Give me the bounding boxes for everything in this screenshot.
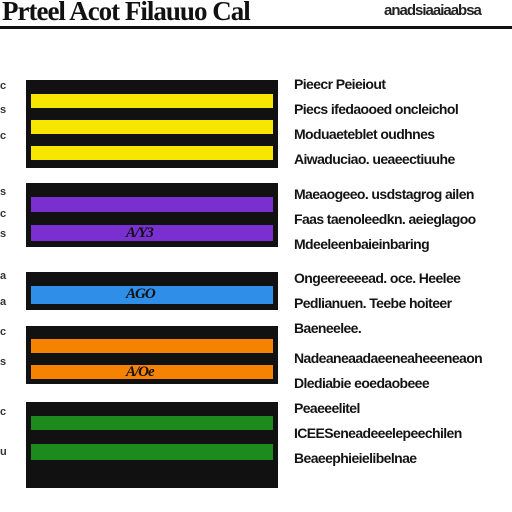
description-line: Nadeaneaadaeeneaheeeneaon	[294, 350, 483, 366]
description-line: Pieecr Peieiout	[294, 76, 386, 92]
band-stripe	[31, 444, 273, 460]
description-line: Maeaogeeo. usdstagrog ailen	[294, 186, 474, 202]
band-description-purple	[294, 182, 510, 257]
description-line: Ongeereeeead. oce. Heelee	[294, 270, 461, 286]
band-stripe	[31, 197, 273, 212]
edge-mark: u	[0, 446, 7, 458]
band-description-blue	[294, 266, 510, 341]
description-line: Moduaeteblet oudhnes	[294, 126, 435, 142]
edge-mark: s	[0, 104, 7, 116]
band-stripe	[31, 416, 273, 430]
band-stripe	[31, 120, 273, 134]
edge-mark: a	[0, 270, 7, 282]
edge-mark: s	[0, 186, 7, 198]
edge-mark: c	[0, 406, 7, 418]
color-band-green	[26, 402, 278, 488]
header-right-text: anadsiaaiaabsa	[384, 2, 481, 19]
description-line: Peaeeelitel	[294, 400, 360, 416]
description-line: ICEESeneadeeelepeechilen	[294, 425, 462, 441]
edge-mark: c	[0, 208, 7, 220]
band-stripe	[31, 146, 273, 160]
band-mark: A/Y3	[126, 225, 153, 241]
band-mark: AGO	[126, 286, 155, 302]
description-line: Mdeeleenbaieinbaring	[294, 236, 430, 252]
description-line: Dlediabie eoedaobeee	[294, 375, 430, 391]
description-line: Faas taenoleedkn. aeieglagoo	[294, 211, 476, 227]
band-description-green	[294, 396, 510, 471]
page-title: Prteel Acot Filauuo Cal	[2, 0, 250, 26]
page-header	[0, 0, 512, 29]
edge-mark: s	[0, 228, 7, 240]
edge-mark: s	[0, 356, 7, 368]
description-line: Piecs ifedaooed oncleichol	[294, 101, 459, 117]
edge-mark: c	[0, 130, 7, 142]
band-description-orange	[294, 346, 510, 396]
band-mark: A/Oe	[126, 364, 154, 380]
band-stripe	[31, 94, 273, 108]
color-band-purple	[26, 183, 278, 247]
description-line: Aiwaduciao. ueaeectiuuhe	[294, 151, 455, 167]
color-band-yellow	[26, 80, 278, 168]
color-band-blue	[26, 272, 278, 310]
color-band-orange	[26, 326, 278, 384]
description-line: Beaeephieielibelnae	[294, 450, 417, 466]
edge-mark: c	[0, 80, 7, 92]
edge-mark: c	[0, 326, 7, 338]
band-stripe	[31, 339, 273, 353]
description-line: Baeneelee.	[294, 320, 362, 336]
band-description-yellow	[294, 72, 510, 172]
description-line: Pedlianuen. Teebe hoiteer	[294, 295, 452, 311]
edge-mark: a	[0, 296, 7, 308]
